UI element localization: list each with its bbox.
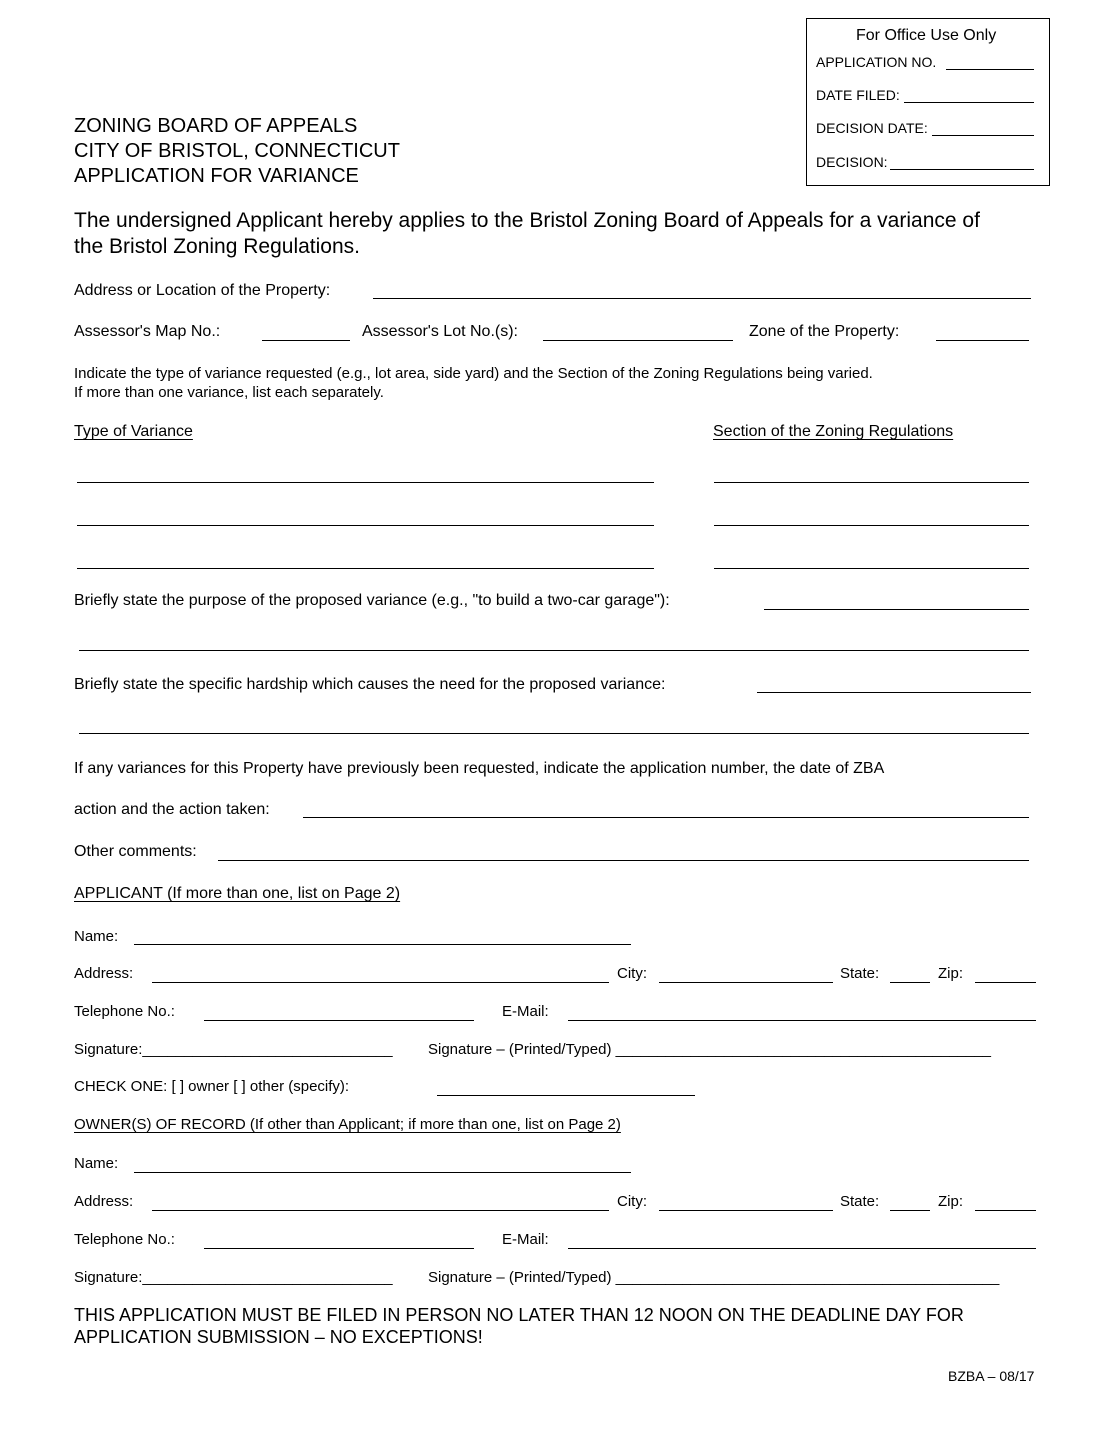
owner-address-field[interactable] — [152, 1210, 609, 1211]
applicant-city-label: City: — [617, 965, 647, 982]
hardship-field-continued[interactable] — [79, 733, 1029, 734]
applicant-name-label: Name: — [74, 928, 119, 945]
owner-zip-label: Zip: — [938, 1193, 964, 1210]
decision-field[interactable] — [890, 169, 1034, 170]
applicant-signature[interactable]: Signature:______________________________ — [74, 1041, 393, 1058]
variance-section-field-1[interactable] — [714, 482, 1029, 483]
owner-state-label: State: — [840, 1193, 880, 1210]
previous-action-label: action and the action taken: — [74, 801, 270, 818]
previous-variances-label: If any variances for this Property have previously been requested, indicate the application number, the date of ZBA — [74, 760, 885, 777]
header-board: ZONING BOARD OF APPEALS — [74, 115, 358, 137]
filing-notice-line-1: THIS APPLICATION MUST BE FILED IN PERSON NO LATER THAN 12 NOON ON THE DEADLINE DAY FOR — [74, 1305, 964, 1325]
owner-name-field[interactable] — [134, 1172, 631, 1173]
owner-signature[interactable]: Signature:______________________________ — [74, 1269, 393, 1286]
applicant-address-field[interactable] — [152, 982, 609, 983]
other-specify-field[interactable] — [437, 1095, 695, 1096]
variance-section-field-3[interactable] — [714, 568, 1029, 569]
variance-type-field-2[interactable] — [77, 525, 654, 526]
type-of-variance-header: Type of Variance — [74, 423, 193, 440]
lot-no-label: Assessor's Lot No.(s): — [362, 323, 518, 340]
owner-city-label: City: — [617, 1193, 647, 1210]
other-comments-label: Other comments: — [74, 843, 197, 860]
applicant-header: APPLICANT (If more than one, list on Page 2) — [74, 885, 401, 902]
applicant-state-label: State: — [840, 965, 880, 982]
decision-date-label: DECISION DATE: — [816, 120, 928, 136]
map-no-label: Assessor's Map No.: — [74, 323, 221, 340]
owner-telephone-field[interactable] — [204, 1248, 474, 1249]
lot-no-field[interactable] — [543, 340, 733, 341]
applicant-zip-label: Zip: — [938, 965, 964, 982]
owner-state-field[interactable] — [890, 1210, 930, 1211]
filing-notice-line-2: APPLICATION SUBMISSION – NO EXCEPTIONS! — [74, 1327, 483, 1347]
owner-name-label: Name: — [74, 1155, 119, 1172]
applicant-name-field[interactable] — [134, 944, 631, 945]
zone-label: Zone of the Property: — [749, 323, 900, 340]
date-filed-label: DATE FILED: — [816, 87, 900, 103]
office-use-title: For Office Use Only — [856, 27, 997, 44]
purpose-label: Briefly state the purpose of the proposed variance (e.g., "to build a two-car garage"): — [74, 592, 670, 609]
applicant-address-label: Address: — [74, 965, 134, 982]
owner-signature-printed[interactable]: Signature – (Printed/Typed) ______________________________________________ — [428, 1269, 1000, 1286]
applicant-email-label: E-Mail: — [502, 1003, 549, 1020]
owner-address-label: Address: — [74, 1193, 134, 1210]
form-code: BZBA – 08/17 — [948, 1368, 1035, 1384]
owner-email-label: E-Mail: — [502, 1231, 549, 1248]
previous-action-field[interactable] — [303, 817, 1029, 818]
property-address-field[interactable] — [373, 298, 1031, 299]
variance-instruction-2: If more than one variance, list each separately. — [74, 384, 384, 401]
other-comments-field[interactable] — [218, 860, 1029, 861]
owner-zip-field[interactable] — [975, 1210, 1036, 1211]
header-application: APPLICATION FOR VARIANCE — [74, 165, 359, 187]
map-no-field[interactable] — [262, 340, 350, 341]
owner-header: OWNER(S) OF RECORD (If other than Applicant; if more than one, list on Page 2) — [74, 1116, 621, 1133]
applicant-signature-printed[interactable]: Signature – (Printed/Typed) _____________________________________________ — [428, 1041, 992, 1058]
variance-instruction-1: Indicate the type of variance requested (e.g., lot area, side yard) and the Section of the Zoning Regulations being varied. — [74, 365, 873, 382]
applicant-email-field[interactable] — [568, 1020, 1036, 1021]
variance-type-field-1[interactable] — [77, 482, 654, 483]
hardship-field[interactable] — [757, 692, 1031, 693]
purpose-field-continued[interactable] — [79, 650, 1029, 651]
applicant-telephone-field[interactable] — [204, 1020, 474, 1021]
check-one-label[interactable]: CHECK ONE: [ ] owner [ ] other (specify): — [74, 1078, 350, 1095]
variance-type-field-3[interactable] — [77, 568, 654, 569]
purpose-field[interactable] — [764, 609, 1029, 610]
decision-date-field[interactable] — [932, 135, 1034, 136]
date-filed-field[interactable] — [904, 102, 1034, 103]
property-address-label: Address or Location of the Property: — [74, 282, 331, 299]
applicant-city-field[interactable] — [659, 982, 833, 983]
application-no-label: APPLICATION NO. — [816, 54, 937, 70]
variance-section-field-2[interactable] — [714, 525, 1029, 526]
header-city: CITY OF BRISTOL, CONNECTICUT — [74, 140, 400, 162]
intro-line-1: The undersigned Applicant hereby applies to the Bristol Zoning Board of Appeals for a variance of — [74, 209, 980, 232]
applicant-telephone-label: Telephone No.: — [74, 1003, 175, 1020]
hardship-label: Briefly state the specific hardship which causes the need for the proposed variance: — [74, 676, 666, 693]
owner-email-field[interactable] — [568, 1248, 1036, 1249]
owner-telephone-label: Telephone No.: — [74, 1231, 175, 1248]
zone-field[interactable] — [936, 340, 1029, 341]
applicant-state-field[interactable] — [890, 982, 930, 983]
intro-line-2: the Bristol Zoning Regulations. — [74, 235, 360, 258]
applicant-zip-field[interactable] — [975, 982, 1036, 983]
decision-label: DECISION: — [816, 154, 888, 170]
application-no-field[interactable] — [946, 69, 1034, 70]
section-header: Section of the Zoning Regulations — [713, 423, 954, 440]
owner-city-field[interactable] — [659, 1210, 833, 1211]
